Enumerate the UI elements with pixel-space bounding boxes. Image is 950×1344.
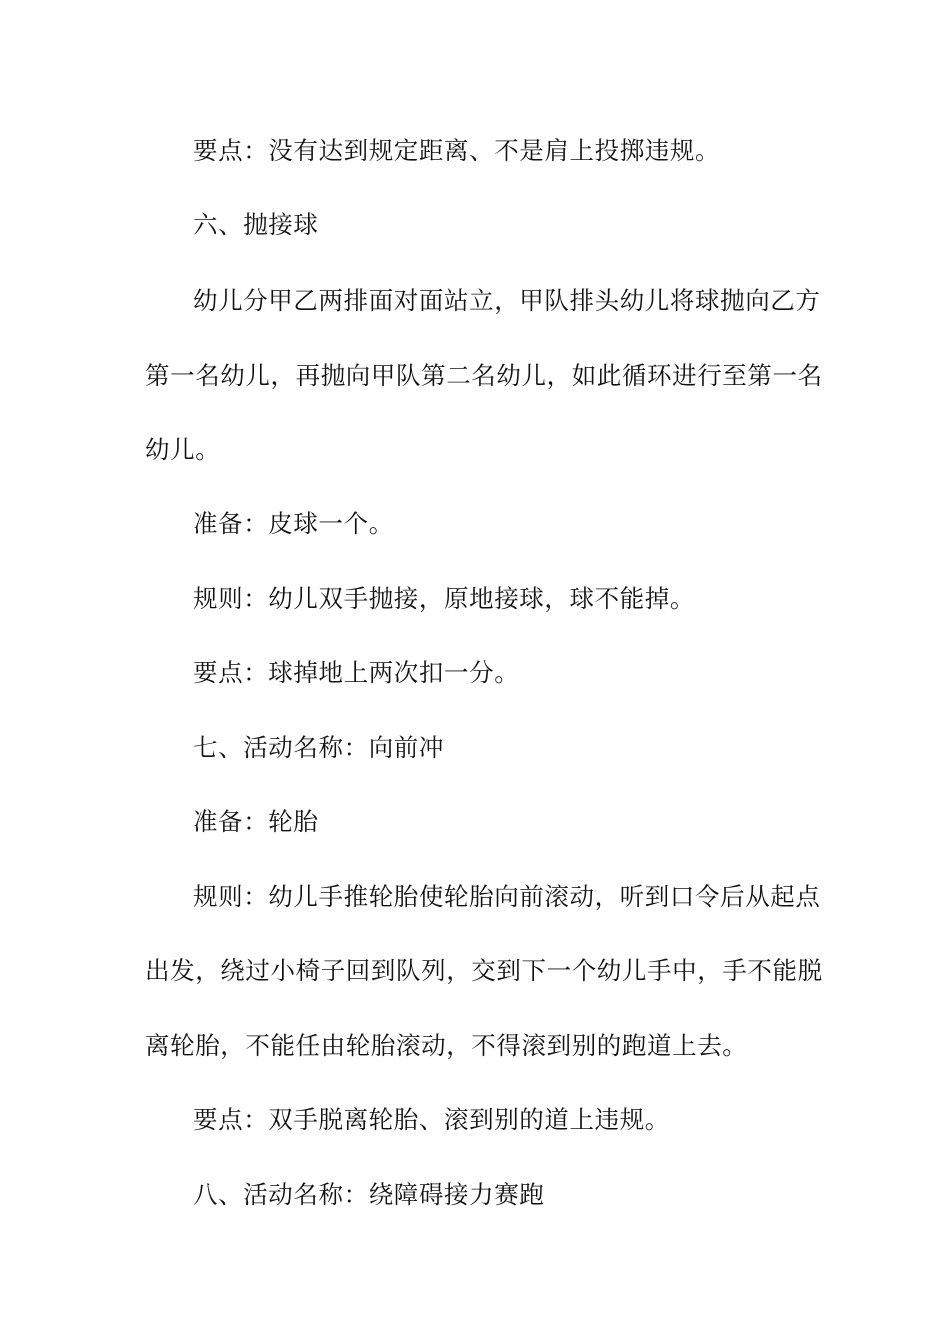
paragraph-preparation-ball: 准备：皮球一个。 (193, 509, 394, 538)
section-heading-charge-forward: 七、活动名称：向前冲 (193, 733, 444, 762)
paragraph-catch-ball-line-3: 幼儿。 (145, 435, 221, 464)
paragraph-rules-tire-line-1: 规则：幼儿手推轮胎使轮胎向前滚动，听到口令后从起点 (193, 882, 821, 911)
paragraph-rules-tire-line-3: 离轮胎，不能任由轮胎滚动，不得滚到别的跑道上去。 (145, 1031, 748, 1060)
paragraph-key-point-catch-ball: 要点：球掉地上两次扣一分。 (193, 658, 520, 687)
paragraph-rules-tire-line-2: 出发，绕过小椅子回到队列，交到下一个幼儿手中，手不能脱 (145, 956, 823, 985)
paragraph-rules-catch-ball: 规则：幼儿双手抛接，原地接球，球不能掉。 (193, 584, 695, 613)
paragraph-catch-ball-line-1: 幼儿分甲乙两排面对面站立，甲队排头幼儿将球抛向乙方 (193, 286, 821, 315)
paragraph-key-point-distance: 要点：没有达到规定距离、不是肩上投掷违规。 (193, 136, 721, 165)
paragraph-catch-ball-line-2: 第一名幼儿，再抛向甲队第二名幼儿，如此循环进行至第一名 (145, 361, 823, 390)
section-heading-catch-ball: 六、抛接球 (193, 210, 319, 239)
section-heading-obstacle-relay: 八、活动名称：绕障碍接力赛跑 (193, 1180, 545, 1209)
paragraph-key-point-tire: 要点：双手脱离轮胎、滚到别的道上违规。 (193, 1105, 670, 1134)
paragraph-preparation-tire: 准备：轮胎 (193, 807, 319, 836)
